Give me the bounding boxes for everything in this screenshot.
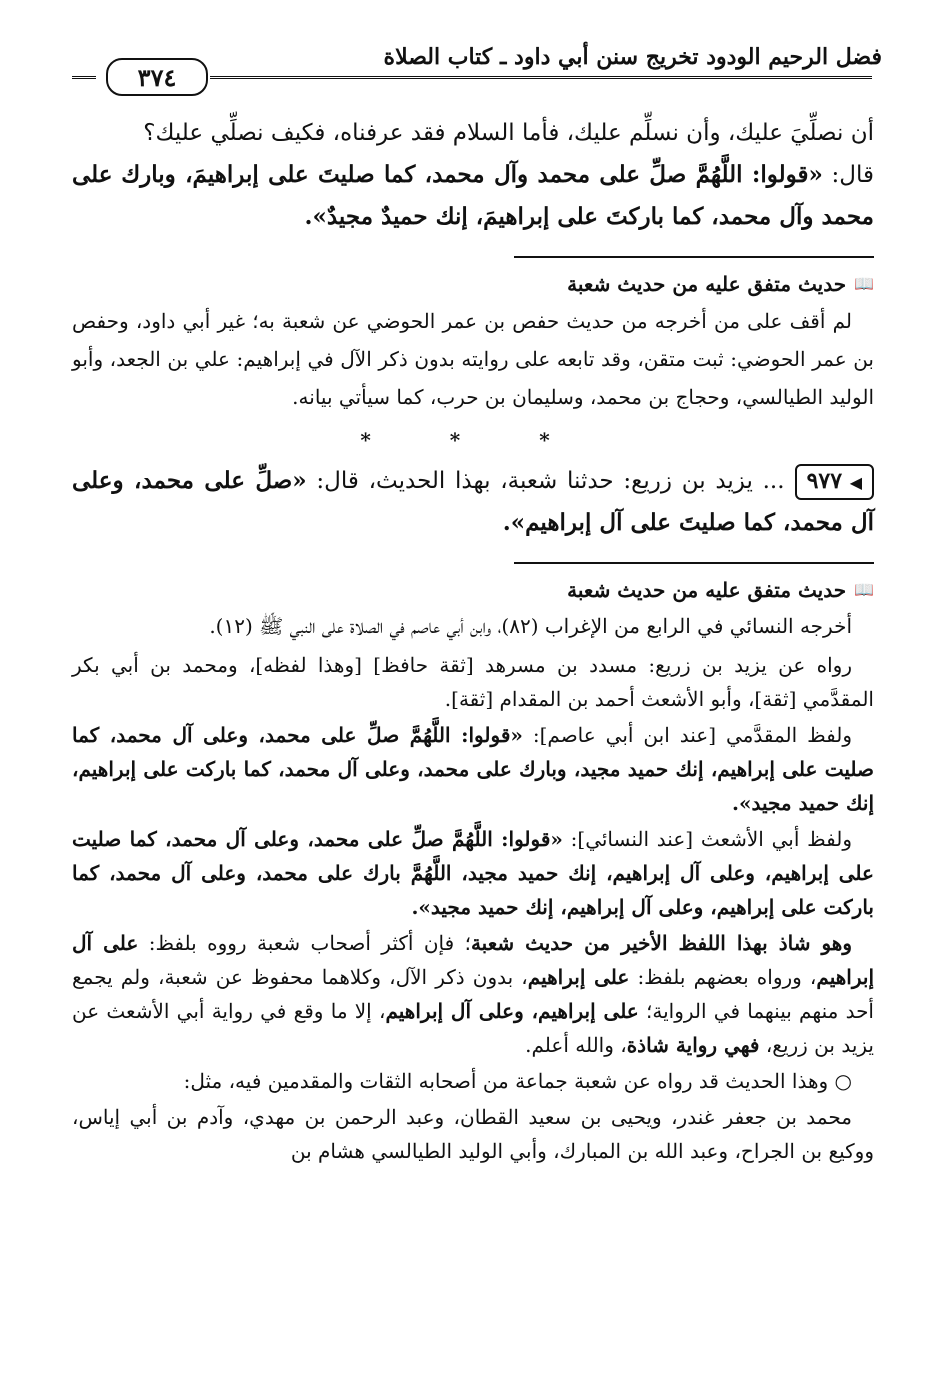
p5-plain-4: ، إلا ما وقع في رواية أبي الأشعث عن يزيد بن زريع، — [72, 999, 874, 1057]
page-number: ٣٧٤ — [137, 62, 177, 92]
arrow-icon: ◀ — [849, 473, 862, 492]
intro-lines-2-3 — [72, 154, 874, 238]
p4-bold: «قولوا: اللَّهُمَّ صلِّ على محمد، وعلى آل محمد، كما صليت على إبراهيم، وعلى آل إبراهيم، إنك حميد مجيد، اللَّهُمَّ بارك على محمد، وعلى آل محمد، كما باركت على إبراهيم، وعلى آل إبراهيم، إنك حميد مجيد». — [72, 827, 874, 919]
hadith-number-badge — [795, 464, 874, 500]
p5-bold-5: فهي رواية شاذة — [626, 1033, 760, 1057]
p5-bold-3: على إبراهيم — [527, 965, 630, 989]
section2-p1: أخرجه النسائي في الرابع من الإغراب (٨٢)، وابن أبي عاصم في الصلاة على النبي ﷺ (١٢). — [209, 614, 852, 638]
p5-plain-3: ، بدون ذكر الآل، وكلاهما محفوظ عن شعبة، ولم يجمع أحد منهم بينهما في الرواية؛ — [72, 965, 874, 1023]
p5-bold-1: وهو شاذ بهذا اللفظ الأخير من حديث شعبة — [470, 931, 852, 955]
p3-plain: ولفظ المقدَّمي [عند ابن أبي عاصم]: — [522, 723, 853, 747]
p3-bold: «قولوا: اللَّهُمَّ صلِّ على محمد، وعلى آل محمد، كما صليت على إبراهيم، إنك حميد مجيد، وبارك على محمد، وعلى آل محمد، كما باركت على إبراهيم، إنك حميد مجيد». — [72, 723, 874, 815]
section2-p3 — [72, 718, 874, 820]
page-number-badge — [106, 58, 208, 96]
section-heading-1 — [72, 266, 874, 302]
section-heading-1-text: حديث متفق عليه من حديث شعبة — [567, 272, 847, 296]
section-heading-2 — [72, 572, 874, 608]
header-rule-right — [210, 76, 872, 79]
header-rule-left — [72, 76, 96, 79]
book-icon: 📖 — [854, 580, 874, 599]
p5-bold-4: على إبراهيم، وعلى آل إبراهيم — [385, 999, 639, 1023]
section-separator-1 — [514, 256, 874, 258]
section1-paragraph: لم أقف على من أخرجه من حديث حفص بن عمر الحوضي عن شعبة به؛ غير أبي داود، وحفص بن عمر الحوضي: ثبت متقن، وقد تابعه على روايته بدون ذكر الآل في إبراهيم: علي بن الجعد، وأبو الوليد الطيالسي، وحجاج بن محمد، وسليمان بن حرب، كما سيأتي بيانه. — [72, 309, 874, 409]
p5-bold-2: على آل إبراهيم — [72, 931, 874, 989]
section2-p6: ○ وهذا الحديث قد رواه عن شعبة جماعة من أصحابه الثقات والمقدمين فيه، مثل: — [183, 1069, 852, 1093]
running-header-title: فضل الرحيم الودود تخريج سنن أبي داود ـ كتاب الصلاة — [383, 44, 882, 70]
p5-plain-5: ، والله أعلم. — [525, 1033, 627, 1057]
section-heading-2-text: حديث متفق عليه من حديث شعبة — [567, 578, 847, 602]
p4-plain: ولفظ أبي الأشعث [عند النسائي]: — [562, 827, 853, 851]
intro-bold-2: على محمد وآل محمد، كما باركتَ على إبراهيمَ، إنك حميدٌ مجيدٌ». — [72, 161, 874, 230]
section-separator-2 — [514, 562, 874, 564]
intro-plain: قال: — [822, 162, 875, 188]
page-body — [72, 112, 874, 1168]
hadith-number: ٩٧٧ — [806, 468, 843, 494]
section-stars: * * * — [360, 428, 586, 452]
hadith-977 — [72, 460, 874, 544]
intro-line-1: أن نصلِّيَ عليك، وأن نسلِّم عليك، فأما السلام فقد عرفناه، فكيف نصلِّي عليك؟ — [143, 120, 874, 146]
hadith-text-bold: «صلِّ على محمد، وعلى آل محمد، كما صليتَ على آل إبراهيم». — [72, 467, 874, 536]
section2-p2: رواه عن يزيد بن زريع: مسدد بن مسرهد [ثقة حافظ] [وهذا لفظه]، ومحمد بن أبي بكر المقدَّمي [ثقة]، وأبو الأشعث أحمد بن المقدام [ثقة]. — [72, 653, 874, 711]
p5-plain-2: ، ورواه بعضهم بلفظ: — [629, 965, 817, 989]
book-icon: 📖 — [854, 274, 874, 293]
intro-bold-1: «قولوا: اللَّهُمَّ صلِّ على محمد وآل محمد، كما صليتَ على إبراهيمَ، وبارك — [121, 161, 823, 188]
section2-p5 — [72, 926, 874, 1062]
hadith-text-plain: ... يزيد بن زريع: حدثنا شعبة، بهذا الحديث، قال: — [306, 468, 785, 494]
section2-p7: محمد بن جعفر غندر، ويحيى بن سعيد القطان، وعبد الرحمن بن مهدي، وآدم بن أبي إياس، ووكيع بن الجراح، وعبد الله بن المبارك، وأبي الوليد الطيالسي هشام بن — [72, 1105, 874, 1163]
section2-p4 — [72, 822, 874, 924]
p5-plain-1: ؛ فإن أكثر أصحاب شعبة رووه بلفظ: — [138, 931, 471, 955]
